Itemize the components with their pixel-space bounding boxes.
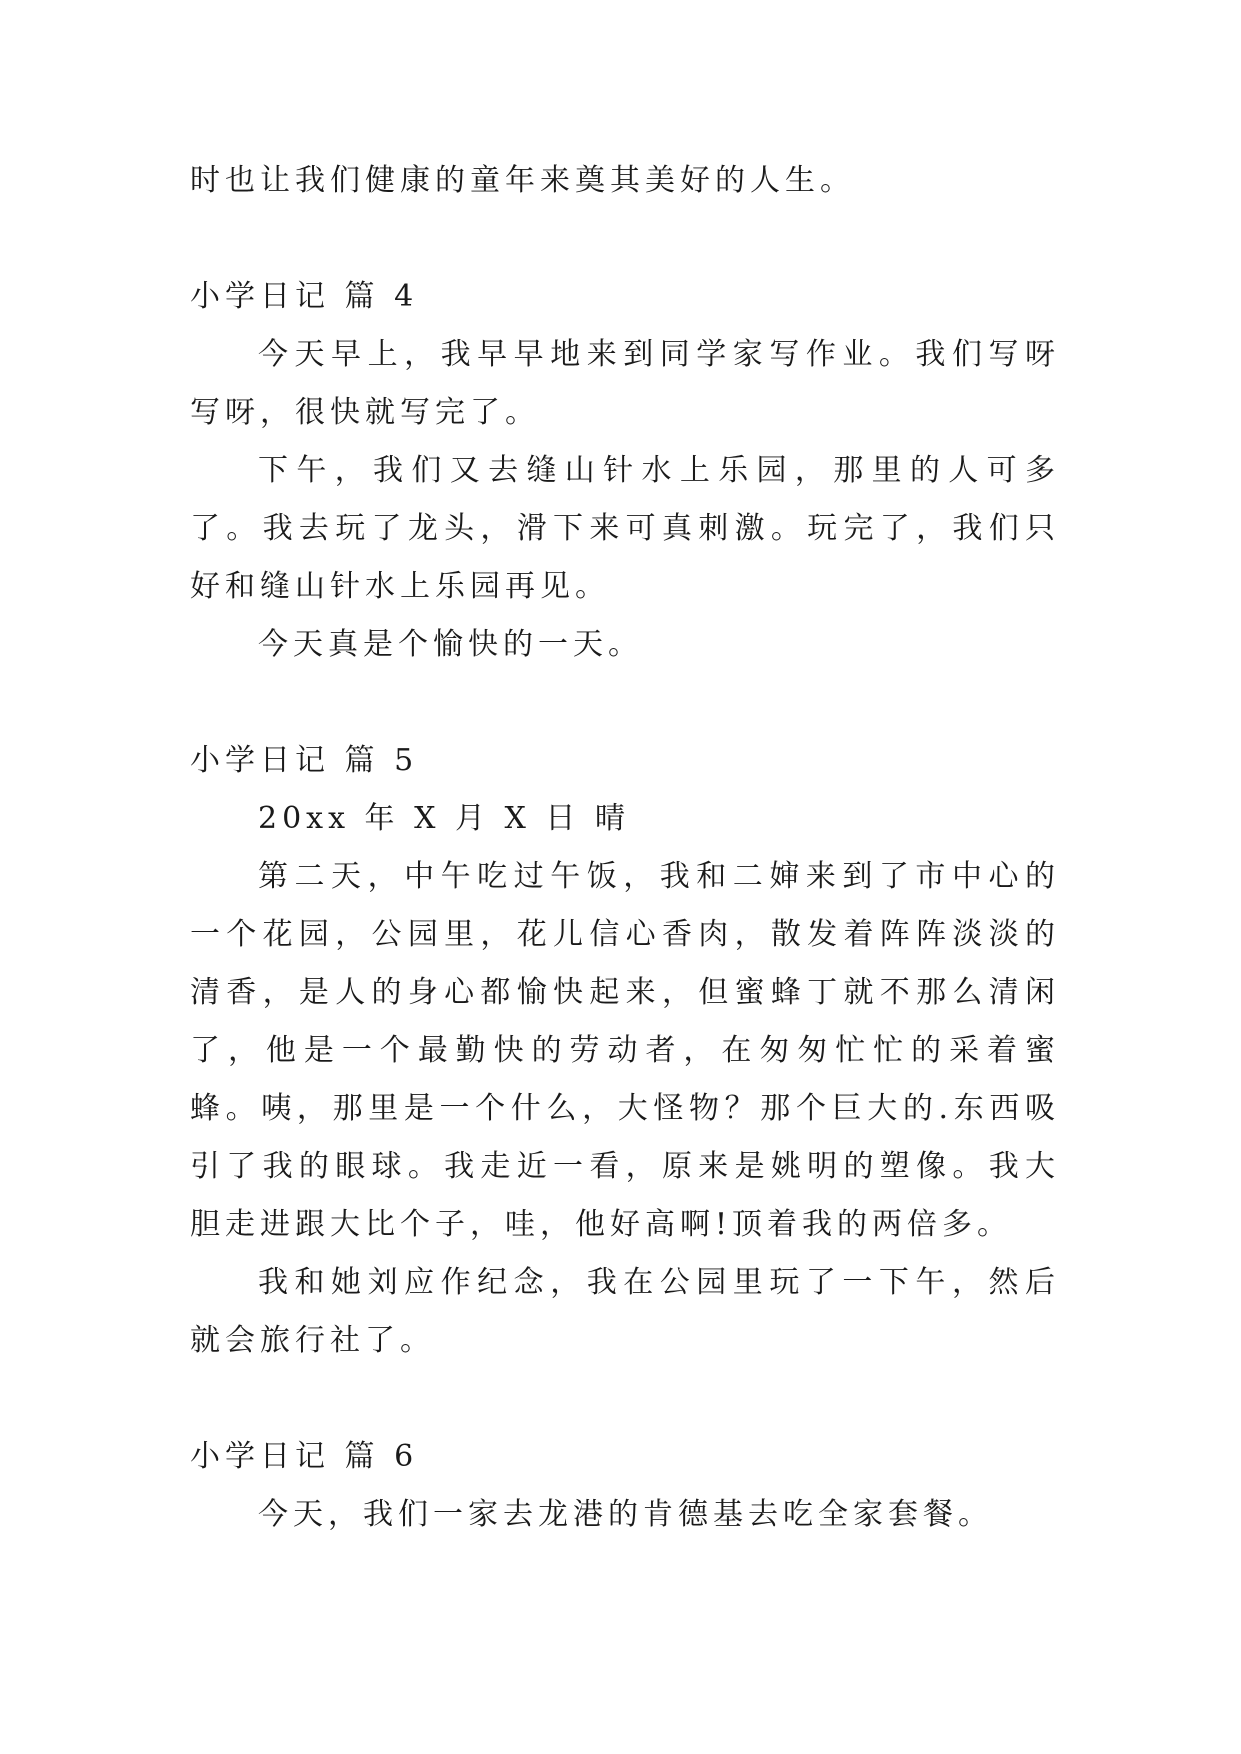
section-4-title: 小学日记 篇 4 [190, 279, 419, 314]
section-5-title: 小学日记 篇 5 [190, 743, 419, 778]
document-page [190, 152, 1060, 1544]
section-6-title: 小学日记 篇 6 [190, 1439, 419, 1474]
intro-text: 时也让我们健康的童年来奠其美好的人生。 [190, 163, 855, 198]
section-5-paragraph-2: 我和她刘应作纪念，我在公园里玩了一下午，然后就会旅行社了。 [190, 1265, 1060, 1358]
section-4-paragraph-2: 下午，我们又去缝山针水上乐园，那里的人可多了。我去玩了龙头，滑下来可真刺激。玩完了，我们只好和缝山针水上乐园再见。 [190, 453, 1060, 604]
section-5 [190, 732, 1060, 1370]
section-4 [190, 268, 1060, 674]
section-4-paragraph-1: 今天早上，我早早地来到同学家写作业。我们写呀写呀，很快就写完了。 [190, 337, 1060, 430]
section-5-date: 20xx 年 X 月 X 日 晴 [258, 801, 630, 836]
section-6 [190, 1428, 1060, 1544]
section-5-paragraph-1: 第二天，中午吃过午饭，我和二婶来到了市中心的一个花园，公园里，花儿信心香肉，散发着阵阵淡淡的清香，是人的身心都愉快起来，但蜜蜂丁就不那么清闲了，他是一个最勤快的劳动者，在匆匆忙忙的采着蜜蜂。咦，那里是一个什么，大怪物？那个巨大的.东西吸引了我的眼球。我走近一看，原来是姚明的塑像。我大胆走进跟大比个子，哇，他好高啊!顶着我的两倍多。 [190, 859, 1060, 1242]
section-4-paragraph-3: 今天真是个愉快的一天。 [258, 627, 643, 662]
section-6-paragraph-1: 今天，我们一家去龙港的肯德基去吃全家套餐。 [258, 1497, 993, 1532]
